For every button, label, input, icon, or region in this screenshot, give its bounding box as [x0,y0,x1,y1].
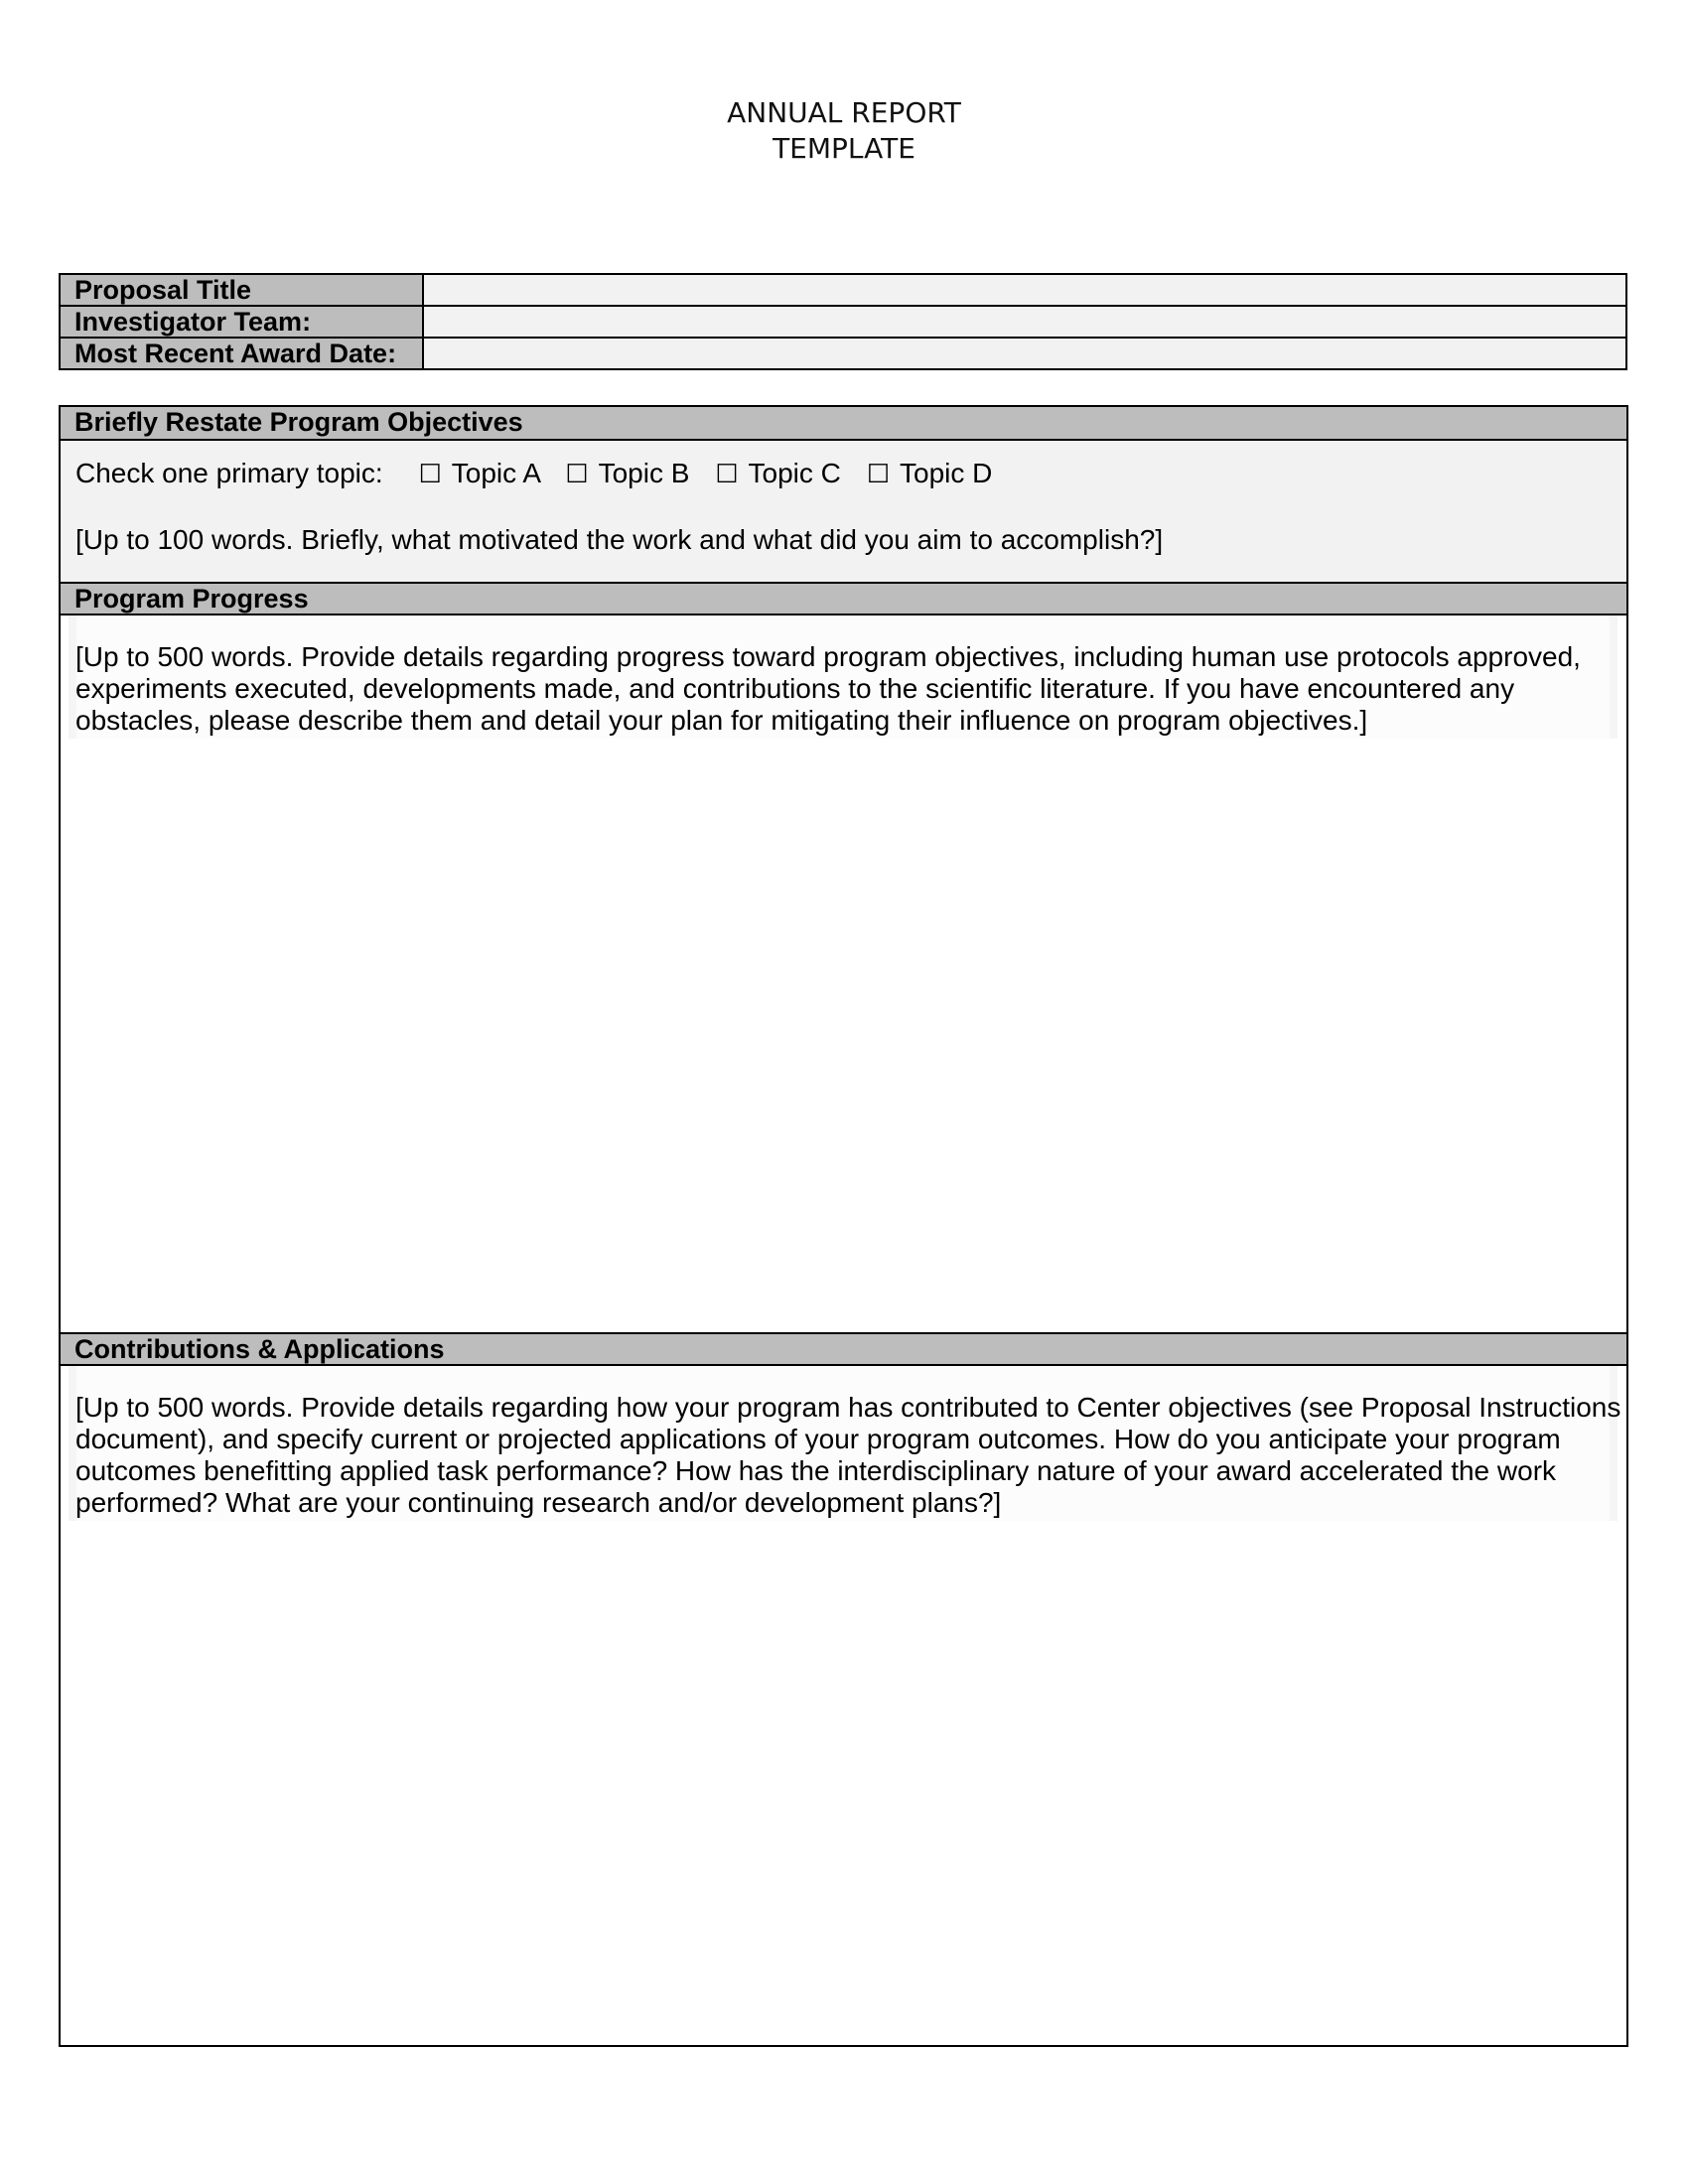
objectives-header: Briefly Restate Program Objectives [61,407,1626,441]
title-line-1: ANNUAL REPORT [727,96,961,129]
contributions-instruction[interactable]: [Up to 500 words. Provide details regarding how your program has contributed to Center objectives (see Proposal Instructions document), and specify current or projected applications of your program outcomes. How do you anticipate your program outcomes benefitting applied task performance? How has the interdisciplinary nature of your award accelerated the work performed? What are your continuing research and/or development plans?] [75,1392,1621,1518]
contributions-header: Contributions & Applications [61,1332,1626,1366]
topic-option-b[interactable] [565,458,689,488]
proposal-title-field[interactable] [423,274,1626,306]
topic-option-a[interactable] [418,458,539,488]
progress-header: Program Progress [61,582,1626,615]
award-date-label: Most Recent Award Date: [60,338,423,369]
topic-selector [75,457,992,491]
topic-option-label: Topic A [451,458,540,488]
checkbox-icon[interactable]: ☐ [715,460,739,489]
table-row [60,274,1626,306]
proposal-info-table [59,273,1627,370]
investigator-team-field[interactable] [423,306,1626,338]
investigator-team-label: Investigator Team: [60,306,423,338]
topic-prompt: Check one primary topic: [75,458,383,488]
topic-option-label: Topic C [748,458,841,488]
objectives-instruction: [Up to 100 words. Briefly, what motivated the work and what did you aim to accomplish?] [75,524,1164,555]
objectives-body[interactable] [61,441,1626,584]
document-title [0,95,1688,167]
table-row [60,306,1626,338]
topic-option-c[interactable] [715,458,841,488]
checkbox-icon[interactable]: ☐ [418,460,442,489]
award-date-field[interactable] [423,338,1626,369]
progress-instruction[interactable]: [Up to 500 words. Provide details regarding progress toward program objectives, including human use protocols approved, experiments executed, developments made, and contributions to the scientific literature. If you have encountered any obstacles, please describe them and detail your plan for mitigating their influence on program objectives.] [75,641,1581,736]
checkbox-icon[interactable]: ☐ [565,460,589,489]
table-row [60,338,1626,369]
proposal-title-label: Proposal Title [60,274,423,306]
report-sections-box [59,405,1628,2047]
topic-option-label: Topic B [598,458,690,488]
checkbox-icon[interactable]: ☐ [866,460,890,489]
topic-option-d[interactable] [867,458,993,488]
topic-option-label: Topic D [900,458,993,488]
title-line-2: TEMPLATE [773,132,915,165]
